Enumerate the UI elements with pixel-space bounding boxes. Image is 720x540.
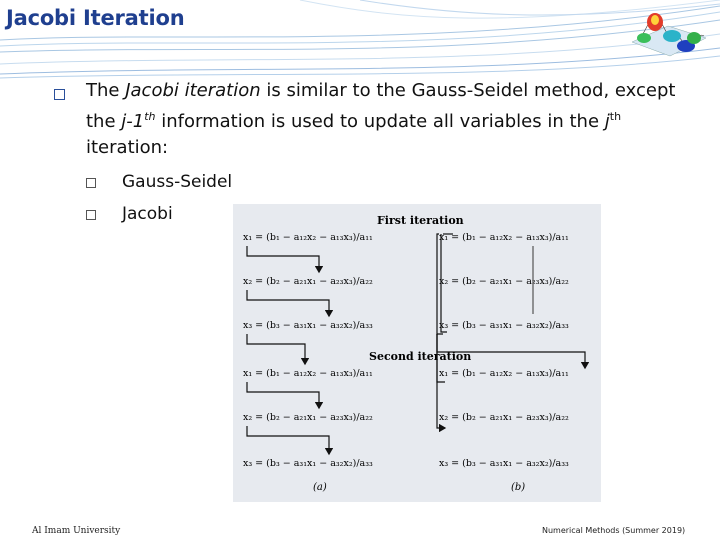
main-paragraph	[86, 78, 686, 161]
eq-a2-first: x₂ = (b₂ − a₂₁x₁ − a₂₃x₃)/a₂₂	[243, 276, 373, 287]
bullet-icon	[86, 178, 96, 188]
eq-b3-first: x₃ = (b₃ − a₃₁x₁ − a₃₂x₂)/a₃₃	[439, 320, 569, 331]
slide-title: Jacobi Iteration	[6, 6, 185, 30]
eq-b1-first: x₁ = (b₁ − a₁₂x₂ − a₁₃x₃)/a₁₁	[439, 232, 569, 243]
eq-a2-second: x₂ = (b₂ − a₂₁x₁ − a₂₃x₃)/a₂₂	[243, 412, 373, 423]
text-run: iteration:	[86, 137, 169, 158]
text-run-italic: j	[604, 111, 610, 132]
label-first-iteration: First iteration	[377, 214, 464, 227]
eq-a1-second: x₁ = (b₁ − a₁₂x₂ − a₁₃x₃)/a₁₁	[243, 368, 373, 379]
superscript: th	[144, 110, 156, 123]
eq-b1-second: x₁ = (b₁ − a₁₂x₂ − a₁₃x₃)/a₁₁	[439, 368, 569, 379]
eq-b2-first: x₂ = (b₂ − a₂₁x₁ − a₂₃x₃)/a₂₂	[439, 276, 569, 287]
bullet-icon	[86, 210, 96, 220]
3d-surface-plot-icon	[628, 4, 710, 62]
sub-bullet-gauss-seidel	[86, 172, 232, 192]
text-run: information is used to update all variables in the	[155, 111, 605, 132]
sub-bullet-jacobi	[86, 204, 173, 224]
footer-course: Numerical Methods (Summer 2019)	[542, 526, 686, 535]
text-run-italic: j-1	[121, 111, 145, 132]
label-second-iteration: Second iteration	[369, 350, 472, 363]
superscript: th	[609, 110, 622, 123]
eq-a3-first: x₃ = (b₃ − a₃₁x₁ − a₃₂x₂)/a₃₃	[243, 320, 373, 331]
sub-bullet-label: Gauss-Seidel	[122, 172, 233, 192]
caption-a: (a)	[313, 482, 327, 493]
eq-a1-first: x₁ = (b₁ − a₁₂x₂ − a₁₃x₃)/a₁₁	[243, 232, 373, 243]
footer-institution: Al Imam University	[32, 526, 121, 536]
text-run: is similar to the Gauss-Seidel method, except the	[86, 80, 676, 132]
jacobi-arrows	[437, 234, 585, 428]
iteration-comparison-figure	[233, 204, 601, 502]
bullet-icon	[54, 85, 65, 104]
caption-b: (b)	[511, 482, 526, 493]
sub-bullet-label: Jacobi	[122, 204, 173, 224]
text-run: The	[86, 80, 126, 101]
eq-b2-second: x₂ = (b₂ − a₂₁x₁ − a₂₃x₃)/a₂₂	[439, 412, 569, 423]
eq-b3-second: x₃ = (b₃ − a₃₁x₁ − a₃₂x₂)/a₃₃	[439, 458, 569, 469]
text-run-italic: Jacobi iteration	[125, 80, 261, 101]
eq-a3-second: x₃ = (b₃ − a₃₁x₁ − a₃₂x₂)/a₃₃	[243, 458, 373, 469]
